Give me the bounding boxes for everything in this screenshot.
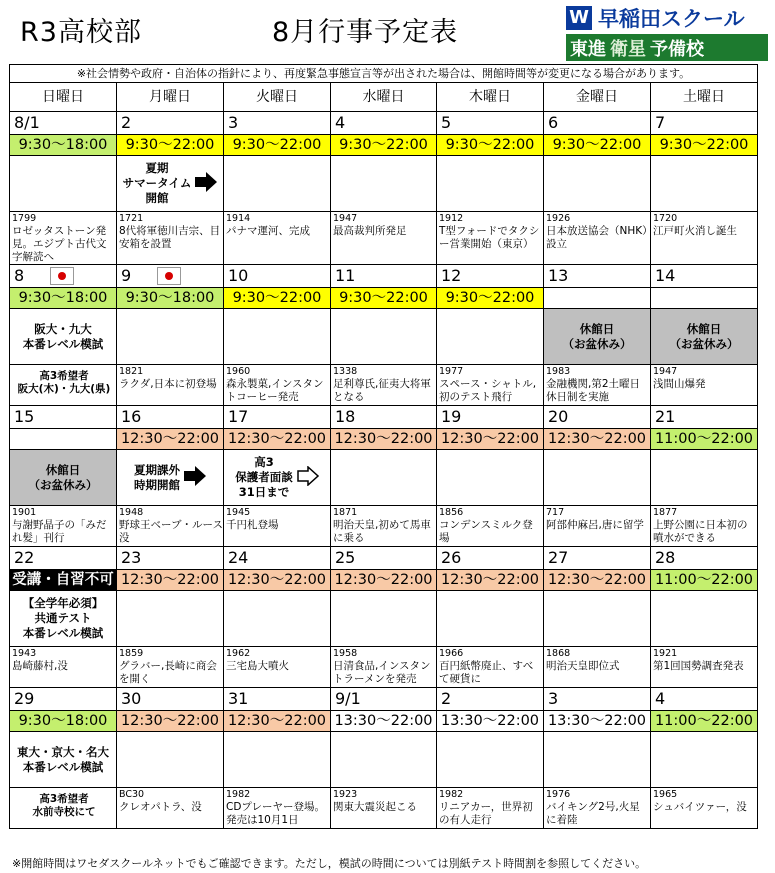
opening-hours-cell: 12:30～22:00 xyxy=(437,570,544,591)
date-cell: 8 xyxy=(10,265,117,288)
event-cell xyxy=(544,591,651,647)
history-year: 1982 xyxy=(439,789,464,800)
opening-hours-cell: 12:30～22:00 xyxy=(224,570,331,591)
event-cell xyxy=(544,309,651,365)
history-text: 高3希望者 阪大(木)・九大(県) xyxy=(17,370,111,395)
history-text: 明治天皇,初めて馬車に乗る xyxy=(333,519,431,544)
date-cell: 15 xyxy=(10,406,117,429)
date-cell: 2 xyxy=(437,688,544,711)
date-cell: 21 xyxy=(651,406,758,429)
history-text: 森永製菓,インスタントコーヒー発売 xyxy=(226,378,324,403)
event-cell xyxy=(224,732,331,788)
date-cell: 25 xyxy=(331,547,437,570)
opening-hours-cell: 9:30～22:00 xyxy=(117,135,224,156)
date-cell: 16 xyxy=(117,406,224,429)
calendar-table xyxy=(9,64,758,829)
page-title: R3高校部 xyxy=(20,17,142,48)
history-year: 1945 xyxy=(226,507,251,518)
opening-hours-cell: 9:30～22:00 xyxy=(437,288,544,309)
history-text: 最高裁判所発足 xyxy=(333,225,407,237)
history-cell xyxy=(331,788,437,829)
history-text: 明治天皇即位式 xyxy=(546,660,620,672)
opening-hours-cell: 9:30～22:00 xyxy=(544,135,651,156)
logo xyxy=(566,4,768,62)
history-text: 阿部仲麻呂,唐に留学 xyxy=(546,519,644,531)
opening-hours-cell: 受講・自習不可 xyxy=(10,570,117,591)
history-cell xyxy=(651,647,758,688)
event-cell xyxy=(331,156,437,212)
event-cell xyxy=(651,450,758,506)
history-text: クレオパトラ、没 xyxy=(119,801,202,813)
history-text: パナマ運河、完成 xyxy=(226,225,310,237)
logo-yobiko: 予備校 xyxy=(650,38,704,60)
history-year: 1921 xyxy=(653,648,678,659)
date-cell: 11 xyxy=(331,265,437,288)
date-cell: 29 xyxy=(10,688,117,711)
event-cell xyxy=(331,450,437,506)
history-text: 日清食品,インスタントラーメンを発売 xyxy=(333,660,431,685)
date-cell: 10 xyxy=(224,265,331,288)
event-cell xyxy=(651,156,758,212)
history-year: 1859 xyxy=(119,648,144,659)
date-cell: 22 xyxy=(10,547,117,570)
history-year: 1960 xyxy=(226,366,251,377)
history-cell xyxy=(544,647,651,688)
history-cell xyxy=(651,212,758,265)
japan-flag-icon xyxy=(50,267,74,285)
event-label: 夏期課外 時期開館 xyxy=(134,462,180,492)
event-cell xyxy=(117,591,224,647)
event-cell xyxy=(544,450,651,506)
history-cell xyxy=(331,506,437,547)
opening-hours-cell: 9:30～18:00 xyxy=(10,711,117,732)
opening-hours-cell: 12:30～22:00 xyxy=(331,429,437,450)
opening-hours-cell: 9:30～22:00 xyxy=(651,135,758,156)
date-cell: 4 xyxy=(651,688,758,711)
opening-hours-cell: 12:30～22:00 xyxy=(437,429,544,450)
arrow-right-icon xyxy=(195,172,217,196)
history-year: 1983 xyxy=(546,366,571,377)
event-label: 阪大・九大 本番レベル模試 xyxy=(22,321,104,351)
event-cell xyxy=(651,591,758,647)
opening-hours-cell: 11:00～22:00 xyxy=(651,711,758,732)
history-cell xyxy=(117,365,224,406)
history-cell xyxy=(331,212,437,265)
history-year: 1901 xyxy=(12,507,37,518)
history-cell xyxy=(10,365,117,406)
arrow-right-icon xyxy=(184,466,206,490)
history-text: ロゼッタストーン発見。エジプト古代文字解読へ xyxy=(12,225,107,263)
weekday-header: 土曜日 xyxy=(651,83,758,112)
waseda-logo-icon: W xyxy=(566,6,592,30)
opening-hours-cell xyxy=(544,288,651,309)
history-cell xyxy=(224,365,331,406)
history-year: 1926 xyxy=(546,213,571,224)
opening-hours-cell: 9:30～18:00 xyxy=(10,135,117,156)
opening-hours-cell xyxy=(10,429,117,450)
history-text: 金融機関,第2土曜日休日制を実施 xyxy=(546,378,641,403)
history-cell xyxy=(651,365,758,406)
history-cell xyxy=(437,647,544,688)
date-cell: 26 xyxy=(437,547,544,570)
history-year: 1923 xyxy=(333,789,358,800)
event-cell xyxy=(117,309,224,365)
date-cell: 9/1 xyxy=(331,688,437,711)
history-text: コンデンスミルク登場 xyxy=(439,519,533,544)
history-text: 浅間山爆発 xyxy=(653,378,706,390)
date-cell: 19 xyxy=(437,406,544,429)
opening-hours-cell: 12:30～22:00 xyxy=(331,570,437,591)
history-year: 1821 xyxy=(119,366,144,377)
history-year: 1976 xyxy=(546,789,571,800)
history-year: 1947 xyxy=(333,213,358,224)
history-text: 第1回国勢調査発表 xyxy=(653,660,744,672)
event-cell xyxy=(437,156,544,212)
history-text: 与謝野晶子の「みだれ髪」刊行 xyxy=(12,519,107,544)
event-cell xyxy=(331,732,437,788)
weekday-header: 水曜日 xyxy=(331,83,437,112)
event-cell xyxy=(10,732,117,788)
event-label: 東大・京大・名大 本番レベル模試 xyxy=(17,744,109,774)
opening-hours-cell: 13:30～22:00 xyxy=(437,711,544,732)
history-year: 1958 xyxy=(333,648,358,659)
history-cell xyxy=(331,647,437,688)
history-cell xyxy=(224,212,331,265)
footer-note: ※開館時間はワセダスクールネットでもご確認できます。ただし，模試の時間については別紙テスト時間割を参照してください。 xyxy=(12,857,647,870)
history-cell xyxy=(437,212,544,265)
date-cell: 14 xyxy=(651,265,758,288)
opening-hours-cell: 12:30～22:00 xyxy=(544,429,651,450)
history-cell xyxy=(224,506,331,547)
opening-hours-cell: 12:30～22:00 xyxy=(117,570,224,591)
history-year: 1720 xyxy=(653,213,678,224)
date-cell: 6 xyxy=(544,112,651,135)
event-cell xyxy=(117,732,224,788)
event-cell xyxy=(224,450,331,506)
date-cell: 8/1 xyxy=(10,112,117,135)
opening-hours-cell: 12:30～22:00 xyxy=(117,429,224,450)
event-cell xyxy=(10,591,117,647)
opening-hours-cell: 12:30～22:00 xyxy=(544,570,651,591)
opening-hours-cell: 11:00～22:00 xyxy=(651,429,758,450)
history-cell xyxy=(10,788,117,829)
opening-hours-cell: 9:30～18:00 xyxy=(117,288,224,309)
date-cell: 23 xyxy=(117,547,224,570)
event-cell xyxy=(437,450,544,506)
history-year: BC30 xyxy=(119,789,145,800)
logo-eisei: 衛星 xyxy=(610,38,646,60)
date-cell: 27 xyxy=(544,547,651,570)
date-cell: 5 xyxy=(437,112,544,135)
event-cell xyxy=(10,450,117,506)
opening-hours-cell: 12:30～22:00 xyxy=(224,711,331,732)
event-label: 休館日 （お盆休み） xyxy=(562,321,632,351)
weekday-header: 火曜日 xyxy=(224,83,331,112)
date-cell: 9 xyxy=(117,265,224,288)
history-text: リニアカー，世界初の有人走行 xyxy=(439,801,533,826)
opening-hours-cell: 13:30～22:00 xyxy=(544,711,651,732)
event-cell xyxy=(331,309,437,365)
history-text: 8代将軍徳川吉宗、目安箱を設置 xyxy=(119,225,221,250)
history-text: CDプレーヤー登場。発売は10月1日 xyxy=(226,801,325,826)
event-label: 高3 保護者面談 31日まで xyxy=(235,455,293,499)
date-cell: 28 xyxy=(651,547,758,570)
history-year: 1977 xyxy=(439,366,464,377)
history-text: T型フォードでタクシー営業開始（東京） xyxy=(439,225,540,250)
event-cell xyxy=(117,450,224,506)
history-text: シュバイツァー，没 xyxy=(653,801,747,813)
opening-hours-cell: 12:30～22:00 xyxy=(117,711,224,732)
history-year: 717 xyxy=(546,507,565,518)
arrow-right-outline-icon xyxy=(297,466,319,490)
opening-hours-cell: 9:30～22:00 xyxy=(224,135,331,156)
history-text: 足利尊氏,征夷大将軍となる xyxy=(333,378,431,403)
history-year: 1965 xyxy=(653,789,678,800)
notice-text: ※社会情勢や政府・自治体の指針により、再度緊急事態宣言等が出された場合は、開館時間等が変更になる場合があります。 xyxy=(10,65,758,83)
event-label: 【全学年必須】 共通テスト 本番レベル模試 xyxy=(22,596,104,640)
history-year: 1943 xyxy=(12,648,37,659)
event-cell xyxy=(651,732,758,788)
opening-hours-cell: 9:30～22:00 xyxy=(224,288,331,309)
history-text: バイキング2号,火星に着陸 xyxy=(546,801,640,826)
history-cell xyxy=(544,788,651,829)
history-year: 1868 xyxy=(546,648,571,659)
event-cell xyxy=(10,156,117,212)
event-cell xyxy=(651,309,758,365)
history-cell xyxy=(651,788,758,829)
history-cell xyxy=(437,788,544,829)
history-year: 1721 xyxy=(119,213,144,224)
weekday-header: 金曜日 xyxy=(544,83,651,112)
history-year: 1914 xyxy=(226,213,251,224)
japan-flag-icon xyxy=(157,267,181,285)
opening-hours-cell xyxy=(651,288,758,309)
history-cell xyxy=(10,647,117,688)
history-year: 1966 xyxy=(439,648,464,659)
event-cell xyxy=(544,156,651,212)
history-cell xyxy=(224,647,331,688)
opening-hours-cell: 9:30～22:00 xyxy=(331,135,437,156)
history-cell xyxy=(544,506,651,547)
history-cell xyxy=(331,365,437,406)
history-text: 百円紙幣廃止、すべて硬貨に xyxy=(439,660,534,685)
history-cell xyxy=(437,365,544,406)
date-cell: 13 xyxy=(544,265,651,288)
event-label: 休館日 （お盆休み） xyxy=(28,462,98,492)
history-cell xyxy=(437,506,544,547)
date-cell: 20 xyxy=(544,406,651,429)
history-text: 野球王ベーブ・ルース没 xyxy=(119,519,223,544)
event-cell xyxy=(437,309,544,365)
history-cell xyxy=(544,365,651,406)
opening-hours-cell: 9:30～18:00 xyxy=(10,288,117,309)
date-cell: 3 xyxy=(224,112,331,135)
history-year: 1912 xyxy=(439,213,464,224)
opening-hours-cell: 11:00～22:00 xyxy=(651,570,758,591)
event-label: 夏期 サマータイム 開館 xyxy=(122,161,192,205)
event-label: 休館日 （お盆休み） xyxy=(669,321,739,351)
event-cell xyxy=(544,732,651,788)
history-cell xyxy=(117,647,224,688)
history-year: 1338 xyxy=(333,366,358,377)
history-cell xyxy=(10,212,117,265)
history-year: 1799 xyxy=(12,213,37,224)
event-cell xyxy=(224,309,331,365)
date-cell: 12 xyxy=(437,265,544,288)
date-cell: 7 xyxy=(651,112,758,135)
history-year: 1871 xyxy=(333,507,358,518)
history-text: 三宅島大噴火 xyxy=(226,660,289,672)
history-year: 1982 xyxy=(226,789,251,800)
history-text: 日本放送協会（NHK）設立 xyxy=(546,225,648,250)
history-text: スペース・シャトル,初のテスト飛行 xyxy=(439,378,537,403)
event-cell xyxy=(224,156,331,212)
event-cell xyxy=(437,591,544,647)
history-text: 江戸町火消し誕生 xyxy=(653,225,737,237)
history-cell xyxy=(10,506,117,547)
history-cell xyxy=(117,212,224,265)
history-text: 関東大震災起こる xyxy=(333,801,417,813)
opening-hours-cell: 9:30～22:00 xyxy=(437,135,544,156)
date-cell: 30 xyxy=(117,688,224,711)
opening-hours-cell: 9:30～22:00 xyxy=(331,288,437,309)
history-year: 1948 xyxy=(119,507,144,518)
history-cell xyxy=(651,506,758,547)
history-cell xyxy=(544,212,651,265)
date-cell: 3 xyxy=(544,688,651,711)
history-text: 上野公園に日本初の噴水ができる xyxy=(653,519,748,544)
logo-toshin: 東進 xyxy=(570,38,606,60)
history-text: グラバー,長崎に商会を開く xyxy=(119,660,217,685)
history-year: 1962 xyxy=(226,648,251,659)
event-cell xyxy=(10,309,117,365)
event-cell xyxy=(117,156,224,212)
opening-hours-cell: 13:30～22:00 xyxy=(331,711,437,732)
event-cell xyxy=(437,732,544,788)
logo-waseda-school: 早稲田スクール xyxy=(598,6,745,31)
page-subtitle: 8月行事予定表 xyxy=(272,17,459,48)
history-text: 高3希望者 水前寺校にて xyxy=(32,793,96,818)
date-cell: 24 xyxy=(224,547,331,570)
date-cell: 4 xyxy=(331,112,437,135)
date-cell: 31 xyxy=(224,688,331,711)
event-cell xyxy=(331,591,437,647)
opening-hours-cell: 12:30～22:00 xyxy=(224,429,331,450)
history-cell xyxy=(117,506,224,547)
weekday-header: 木曜日 xyxy=(437,83,544,112)
history-cell xyxy=(117,788,224,829)
weekday-header: 月曜日 xyxy=(117,83,224,112)
history-year: 1947 xyxy=(653,366,678,377)
date-cell: 2 xyxy=(117,112,224,135)
weekday-header: 日曜日 xyxy=(10,83,117,112)
history-text: ラクダ,日本に初登場 xyxy=(119,378,217,390)
history-year: 1877 xyxy=(653,507,678,518)
history-text: 千円札登場 xyxy=(226,519,279,531)
date-cell: 18 xyxy=(331,406,437,429)
event-cell xyxy=(224,591,331,647)
history-year: 1856 xyxy=(439,507,464,518)
date-cell: 17 xyxy=(224,406,331,429)
history-cell xyxy=(224,788,331,829)
history-text: 島崎藤村,没 xyxy=(12,660,68,672)
